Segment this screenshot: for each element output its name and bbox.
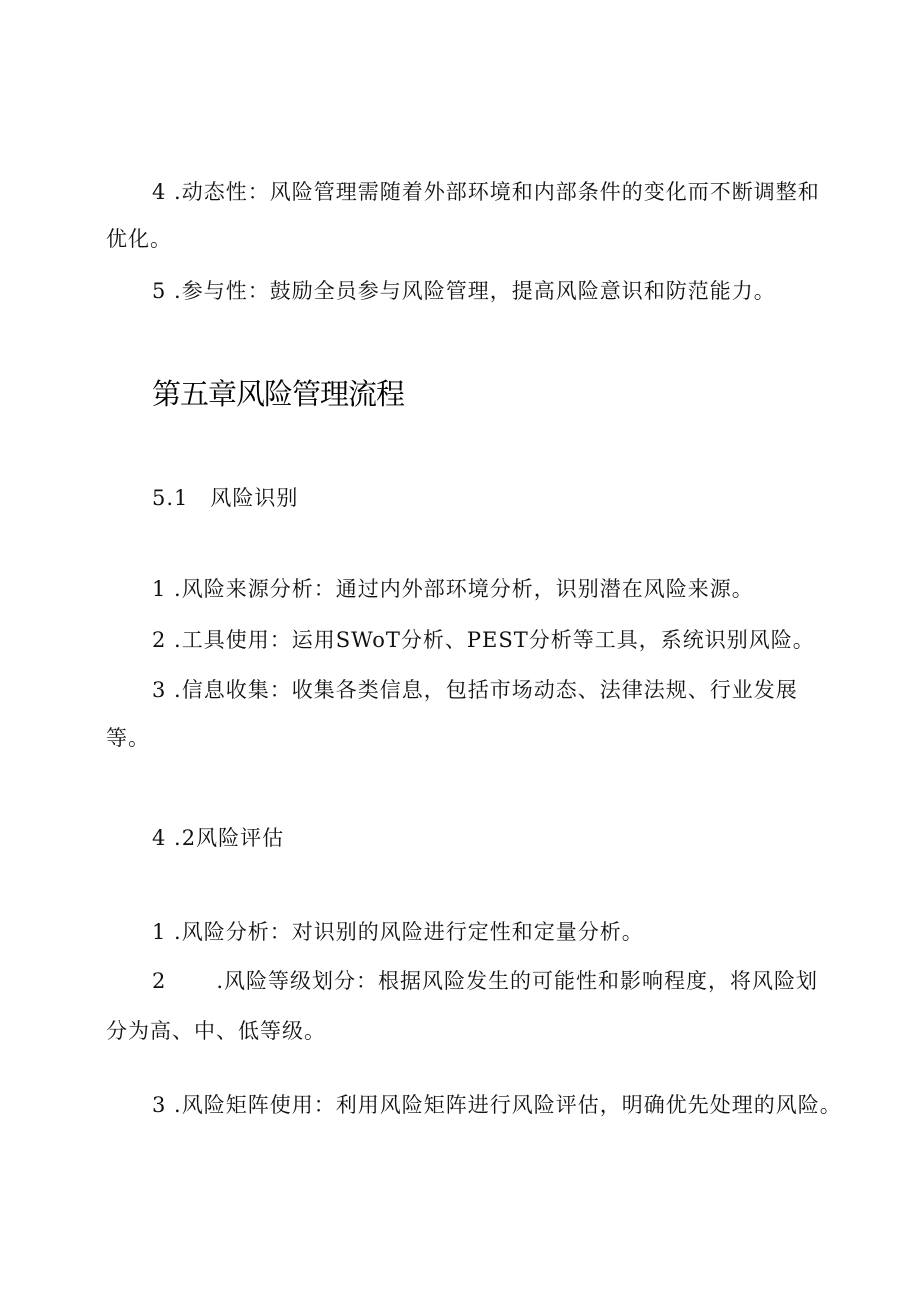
principle-item-4-line-1: 4 .动态性：风险管理需随着外部环境和内部条件的变化而不断调整和 (152, 180, 820, 204)
section-5-1-item-3-line-2: 等。 (106, 726, 150, 750)
section-5-1-item-1: 1 .风险来源分析：通过内外部环境分析，识别潜在风险来源。 (152, 577, 754, 601)
section-5-2-item-2-line-1 (152, 966, 818, 996)
section-5-2-item-1: 1 .风险分析：对识别的风险进行定性和定量分析。 (152, 920, 644, 944)
principle-item-4-line-2: 优化。 (106, 227, 172, 251)
section-5-1-item-2: 2 .工具使用：运用SWoT分析、PEST分析等工具，系统识别风险。 (152, 628, 815, 652)
section-5-1-title: 风险识别 (210, 486, 299, 510)
section-5-2-item-2-line-2: 分为高、中、低等级。 (106, 1019, 326, 1043)
principle-item-5: 5 .参与性：鼓励全员参与风险管理，提高风险意识和防范能力。 (152, 279, 776, 303)
section-5-1-item-3-line-1: 3 .信息收集：收集各类信息，包括市场动态、法律法规、行业发展 (152, 678, 798, 702)
chapter-title: 第五章风险管理流程 (152, 377, 405, 411)
section-5-2-heading: 4 .2风险评估 (152, 826, 285, 850)
section-5-2-item-3: 3 .风险矩阵使用：利用风险矩阵进行风险评估，明确优先处理的风险。 (152, 1093, 842, 1117)
section-5-1-heading (152, 483, 298, 513)
section-5-2-item-2-number: 2 (152, 969, 167, 993)
section-5-2-item-2-text: .风险等级划分：根据风险发生的可能性和影响程度，将风险划 (216, 969, 819, 993)
section-5-1-number: 5.1 (152, 486, 189, 510)
